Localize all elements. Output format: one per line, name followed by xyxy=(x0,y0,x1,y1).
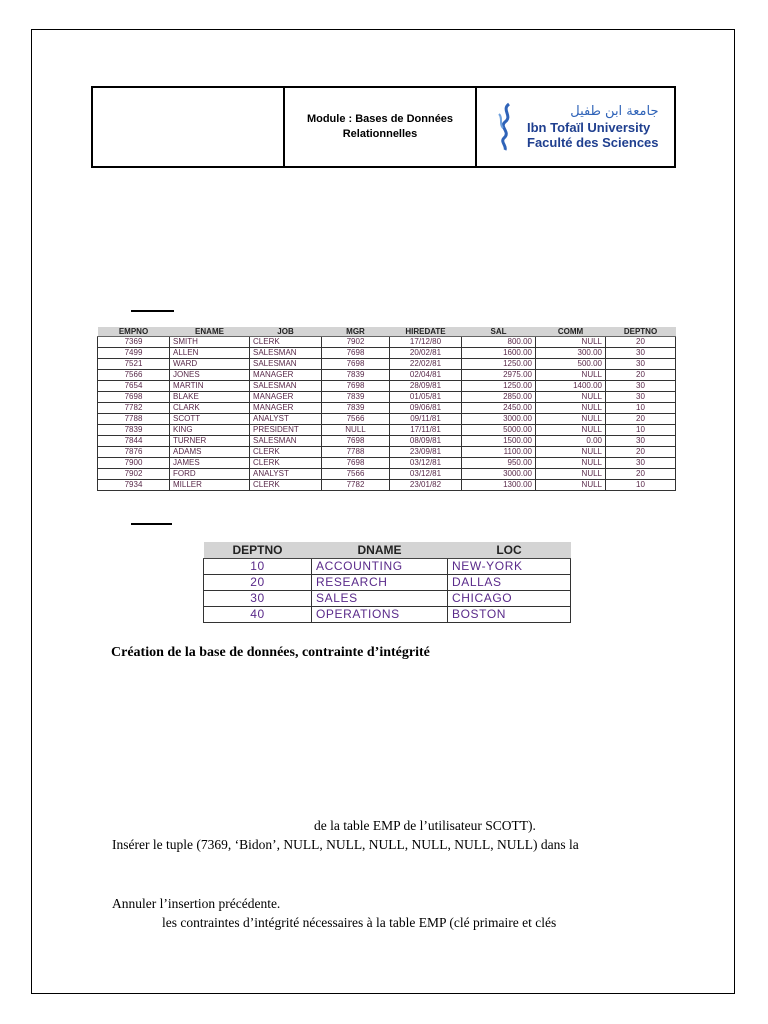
heading-underline-dept xyxy=(131,523,172,525)
emp-cell-comm: NULL xyxy=(536,337,606,348)
emp-cell-ename: SCOTT xyxy=(170,414,250,425)
table-row xyxy=(98,392,676,403)
emp-cell-ename: CLARK xyxy=(170,403,250,414)
dept-col-loc: LOC xyxy=(448,542,571,559)
emp-cell-job: ANALYST xyxy=(250,469,322,480)
table-row xyxy=(98,381,676,392)
emp-cell-deptno: 10 xyxy=(606,403,676,414)
university-logo-icon xyxy=(495,102,517,152)
emp-cell-job: MANAGER xyxy=(250,370,322,381)
table-row xyxy=(204,559,571,575)
emp-cell-sal: 2450.00 xyxy=(462,403,536,414)
emp-cell-sal: 1300.00 xyxy=(462,480,536,491)
emp-table-header xyxy=(98,327,676,337)
table-row xyxy=(98,348,676,359)
emp-cell-mgr: 7698 xyxy=(322,359,390,370)
emp-cell-job: PRESIDENT xyxy=(250,425,322,436)
table-row xyxy=(98,403,676,414)
emp-cell-ename: JAMES xyxy=(170,458,250,469)
dept-cell-dname: RESEARCH xyxy=(312,575,448,591)
dept-cell-deptno: 20 xyxy=(204,575,312,591)
emp-cell-ename: BLAKE xyxy=(170,392,250,403)
emp-cell-job: MANAGER xyxy=(250,392,322,403)
dept-cell-loc: NEW-YORK xyxy=(448,559,571,575)
emp-col-mgr: MGR xyxy=(322,327,390,337)
dept-col-dname: DNAME xyxy=(312,542,448,559)
emp-cell-comm: NULL xyxy=(536,414,606,425)
emp-cell-comm: 0.00 xyxy=(536,436,606,447)
emp-cell-hiredate: 02/04/81 xyxy=(390,370,462,381)
dept-cell-deptno: 30 xyxy=(204,591,312,607)
emp-cell-job: SALESMAN xyxy=(250,359,322,370)
emp-cell-sal: 1250.00 xyxy=(462,359,536,370)
emp-cell-job: MANAGER xyxy=(250,403,322,414)
table-row xyxy=(98,469,676,480)
table-row xyxy=(98,480,676,491)
emp-cell-deptno: 30 xyxy=(606,359,676,370)
emp-cell-ename: MARTIN xyxy=(170,381,250,392)
emp-cell-empno: 7900 xyxy=(98,458,170,469)
university-logo xyxy=(477,88,674,166)
emp-cell-job: SALESMAN xyxy=(250,436,322,447)
emp-cell-deptno: 20 xyxy=(606,447,676,458)
emp-cell-sal: 1100.00 xyxy=(462,447,536,458)
emp-cell-mgr: 7698 xyxy=(322,381,390,392)
emp-cell-empno: 7902 xyxy=(98,469,170,480)
emp-cell-comm: 1400.00 xyxy=(536,381,606,392)
emp-cell-sal: 1500.00 xyxy=(462,436,536,447)
emp-cell-deptno: 30 xyxy=(606,392,676,403)
emp-cell-sal: 950.00 xyxy=(462,458,536,469)
table-row xyxy=(98,425,676,436)
emp-cell-hiredate: 17/11/81 xyxy=(390,425,462,436)
emp-cell-ename: SMITH xyxy=(170,337,250,348)
heading-underline-emp xyxy=(131,310,174,312)
emp-cell-sal: 5000.00 xyxy=(462,425,536,436)
emp-cell-ename: ADAMS xyxy=(170,447,250,458)
module-title xyxy=(285,88,477,166)
emp-cell-job: CLERK xyxy=(250,480,322,491)
emp-table xyxy=(97,327,676,491)
emp-cell-ename: WARD xyxy=(170,359,250,370)
dept-cell-dname: SALES xyxy=(312,591,448,607)
emp-cell-empno: 7934 xyxy=(98,480,170,491)
emp-cell-comm: NULL xyxy=(536,425,606,436)
module-title-line1: Module : Bases de Données xyxy=(306,113,454,125)
emp-cell-mgr: 7782 xyxy=(322,480,390,491)
table-row xyxy=(204,591,571,607)
dept-cell-loc: DALLAS xyxy=(448,575,571,591)
text-line-4: les contraintes d’intégrité nécessaires à la table EMP (clé primaire et clés xyxy=(162,915,557,930)
emp-cell-empno: 7876 xyxy=(98,447,170,458)
table-row xyxy=(98,359,676,370)
emp-cell-comm: NULL xyxy=(536,480,606,491)
emp-col-job: JOB xyxy=(250,327,322,337)
dept-table-header xyxy=(204,542,571,559)
emp-col-sal: SAL xyxy=(462,327,536,337)
emp-cell-empno: 7782 xyxy=(98,403,170,414)
emp-cell-sal: 3000.00 xyxy=(462,414,536,425)
emp-cell-ename: JONES xyxy=(170,370,250,381)
emp-cell-mgr: 7902 xyxy=(322,337,390,348)
emp-col-comm: COMM xyxy=(536,327,606,337)
emp-cell-mgr: 7788 xyxy=(322,447,390,458)
dept-col-deptno: DEPTNO xyxy=(204,542,312,559)
emp-cell-deptno: 30 xyxy=(606,348,676,359)
emp-cell-hiredate: 17/12/80 xyxy=(390,337,462,348)
emp-cell-sal: 800.00 xyxy=(462,337,536,348)
emp-cell-comm: NULL xyxy=(536,392,606,403)
emp-cell-sal: 2975.00 xyxy=(462,370,536,381)
dept-cell-dname: ACCOUNTING xyxy=(312,559,448,575)
emp-cell-empno: 7521 xyxy=(98,359,170,370)
emp-cell-ename: FORD xyxy=(170,469,250,480)
emp-cell-mgr: 7839 xyxy=(322,370,390,381)
emp-cell-mgr: 7698 xyxy=(322,458,390,469)
emp-cell-empno: 7844 xyxy=(98,436,170,447)
emp-cell-deptno: 10 xyxy=(606,425,676,436)
emp-cell-ename: ALLEN xyxy=(170,348,250,359)
emp-cell-hiredate: 03/12/81 xyxy=(390,469,462,480)
emp-cell-empno: 7839 xyxy=(98,425,170,436)
emp-cell-mgr: 7698 xyxy=(322,348,390,359)
emp-cell-mgr: 7839 xyxy=(322,403,390,414)
emp-col-ename: ENAME xyxy=(170,327,250,337)
text-line-2: Insérer le tuple (7369, ‘Bidon’, NULL, NULL, NULL, NULL, NULL, NULL) dans la xyxy=(112,837,579,852)
emp-cell-comm: NULL xyxy=(536,447,606,458)
emp-cell-sal: 1250.00 xyxy=(462,381,536,392)
header-empty-cell xyxy=(93,88,285,166)
emp-col-deptno: DEPTNO xyxy=(606,327,676,337)
emp-cell-deptno: 30 xyxy=(606,381,676,392)
emp-cell-job: SALESMAN xyxy=(250,381,322,392)
emp-cell-mgr: 7566 xyxy=(322,414,390,425)
emp-cell-sal: 1600.00 xyxy=(462,348,536,359)
emp-cell-comm: NULL xyxy=(536,370,606,381)
dept-cell-loc: CHICAGO xyxy=(448,591,571,607)
logo-faculty-name: Faculté des Sciences xyxy=(527,135,659,150)
emp-cell-deptno: 20 xyxy=(606,414,676,425)
table-row xyxy=(98,458,676,469)
table-row xyxy=(98,436,676,447)
emp-cell-hiredate: 03/12/81 xyxy=(390,458,462,469)
emp-cell-empno: 7369 xyxy=(98,337,170,348)
emp-cell-comm: NULL xyxy=(536,469,606,480)
emp-cell-job: CLERK xyxy=(250,337,322,348)
emp-cell-empno: 7698 xyxy=(98,392,170,403)
text-line-1: de la table EMP de l’utilisateur SCOTT). xyxy=(314,818,536,833)
table-row xyxy=(98,370,676,381)
emp-cell-hiredate: 23/09/81 xyxy=(390,447,462,458)
emp-cell-comm: 500.00 xyxy=(536,359,606,370)
table-row xyxy=(98,447,676,458)
emp-cell-job: ANALYST xyxy=(250,414,322,425)
emp-cell-ename: TURNER xyxy=(170,436,250,447)
emp-cell-sal: 3000.00 xyxy=(462,469,536,480)
dept-cell-deptno: 10 xyxy=(204,559,312,575)
emp-col-empno: EMPNO xyxy=(98,327,170,337)
logo-university-name: Ibn Tofaïl University xyxy=(527,120,651,135)
emp-cell-job: CLERK xyxy=(250,447,322,458)
emp-cell-hiredate: 28/09/81 xyxy=(390,381,462,392)
dept-cell-loc: BOSTON xyxy=(448,607,571,623)
emp-cell-comm: NULL xyxy=(536,403,606,414)
emp-cell-empno: 7788 xyxy=(98,414,170,425)
table-row xyxy=(204,607,571,623)
emp-cell-hiredate: 23/01/82 xyxy=(390,480,462,491)
emp-cell-mgr: 7566 xyxy=(322,469,390,480)
emp-cell-job: SALESMAN xyxy=(250,348,322,359)
emp-cell-ename: MILLER xyxy=(170,480,250,491)
emp-cell-hiredate: 01/05/81 xyxy=(390,392,462,403)
dept-cell-dname: OPERATIONS xyxy=(312,607,448,623)
table-row xyxy=(98,337,676,348)
emp-cell-empno: 7566 xyxy=(98,370,170,381)
table-row xyxy=(98,414,676,425)
emp-cell-empno: 7499 xyxy=(98,348,170,359)
emp-cell-mgr: 7698 xyxy=(322,436,390,447)
emp-cell-empno: 7654 xyxy=(98,381,170,392)
emp-cell-deptno: 10 xyxy=(606,480,676,491)
dept-cell-deptno: 40 xyxy=(204,607,312,623)
emp-cell-comm: NULL xyxy=(536,458,606,469)
emp-cell-hiredate: 22/02/81 xyxy=(390,359,462,370)
emp-cell-deptno: 20 xyxy=(606,469,676,480)
logo-arabic-name: جامعة ابن طفيل xyxy=(570,104,659,119)
emp-cell-hiredate: 09/06/81 xyxy=(390,403,462,414)
section-title: Création de la base de données, contrainte d’intégrité xyxy=(111,645,430,660)
document-header xyxy=(91,86,676,168)
emp-cell-sal: 2850.00 xyxy=(462,392,536,403)
emp-cell-deptno: 20 xyxy=(606,337,676,348)
emp-cell-mgr: 7839 xyxy=(322,392,390,403)
emp-cell-deptno: 30 xyxy=(606,436,676,447)
emp-cell-mgr: NULL xyxy=(322,425,390,436)
emp-cell-comm: 300.00 xyxy=(536,348,606,359)
emp-cell-deptno: 30 xyxy=(606,458,676,469)
emp-cell-hiredate: 09/11/81 xyxy=(390,414,462,425)
emp-cell-job: CLERK xyxy=(250,458,322,469)
emp-cell-hiredate: 20/02/81 xyxy=(390,348,462,359)
module-title-line2: Relationnelles xyxy=(342,128,418,140)
emp-cell-hiredate: 08/09/81 xyxy=(390,436,462,447)
emp-cell-deptno: 20 xyxy=(606,370,676,381)
emp-col-hiredate: HIREDATE xyxy=(390,327,462,337)
text-line-3: Annuler l’insertion précédente. xyxy=(112,896,281,911)
emp-cell-ename: KING xyxy=(170,425,250,436)
dept-table xyxy=(203,542,571,623)
table-row xyxy=(204,575,571,591)
